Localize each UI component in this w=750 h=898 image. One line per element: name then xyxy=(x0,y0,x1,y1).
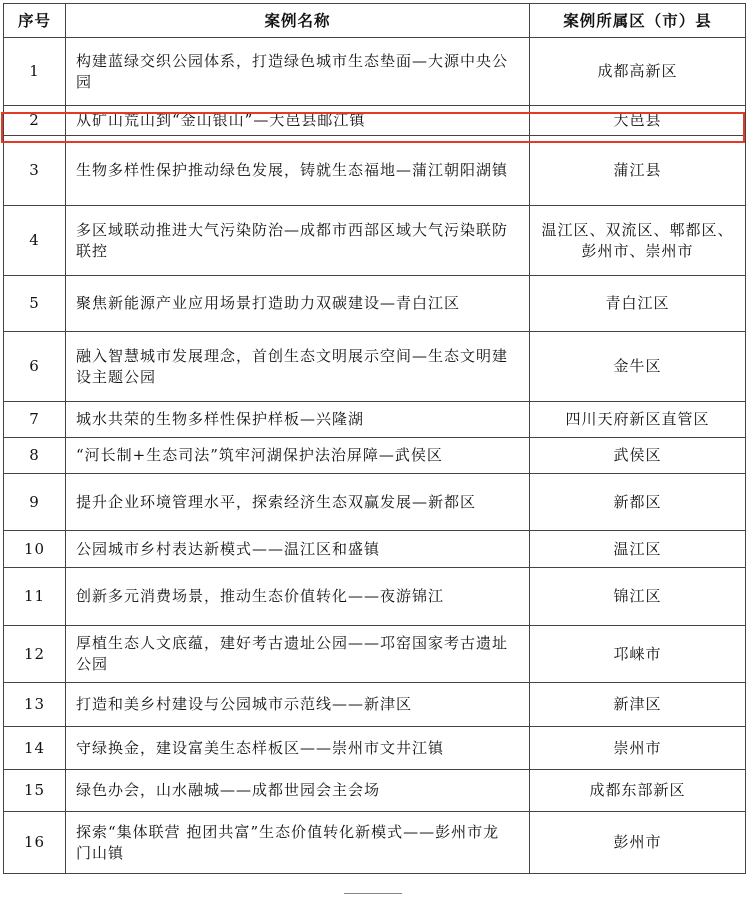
table-row xyxy=(4,626,746,683)
row-name: 绿色办会，山水融城——成都世园会主会场 xyxy=(66,770,530,812)
row-area: 新都区 xyxy=(530,474,746,531)
row-name: 创新多元消费场景，推动生态价值转化——夜游锦江 xyxy=(66,568,530,626)
row-no: 7 xyxy=(4,402,66,438)
table-row xyxy=(4,276,746,332)
row-name: 聚焦新能源产业应用场景打造助力双碳建设—青白江区 xyxy=(66,276,530,332)
row-area: 成都高新区 xyxy=(530,38,746,106)
row-no: 5 xyxy=(4,276,66,332)
table-row xyxy=(4,332,746,402)
row-area: 温江区 xyxy=(530,531,746,568)
row-name: 公园城市乡村表达新模式——温江区和盛镇 xyxy=(66,531,530,568)
row-no: 9 xyxy=(4,474,66,531)
table-row xyxy=(4,568,746,626)
row-no: 8 xyxy=(4,438,66,474)
row-area: 四川天府新区直管区 xyxy=(530,402,746,438)
row-no: 2 xyxy=(4,106,66,136)
table-row xyxy=(4,106,746,136)
table-row xyxy=(4,812,746,874)
row-name: 打造和美乡村建设与公园城市示范线——新津区 xyxy=(66,683,530,727)
row-name: 多区域联动推进大气污染防治—成都市西部区域大气污染联防联控 xyxy=(66,206,530,276)
row-name: 厚植生态人文底蕴，建好考古遗址公园——邛窑国家考古遗址公园 xyxy=(66,626,530,683)
header-name: 案例名称 xyxy=(66,4,530,38)
table-row xyxy=(4,38,746,106)
header-area: 案例所属区（市）县 xyxy=(530,4,746,38)
table-row xyxy=(4,438,746,474)
row-name: 构建蓝绿交织公园体系，打造绿色城市生态垫面—大源中央公园 xyxy=(66,38,530,106)
row-no: 10 xyxy=(4,531,66,568)
row-no: 13 xyxy=(4,683,66,727)
row-no: 3 xyxy=(4,136,66,206)
table-row xyxy=(4,683,746,727)
row-no: 11 xyxy=(4,568,66,626)
row-area: 大邑县 xyxy=(530,106,746,136)
row-no: 16 xyxy=(4,812,66,874)
row-name: 提升企业环境管理水平，探索经济生态双赢发展—新都区 xyxy=(66,474,530,531)
row-area: 崇州市 xyxy=(530,727,746,770)
table-row xyxy=(4,727,746,770)
row-no: 15 xyxy=(4,770,66,812)
row-area: 成都东部新区 xyxy=(530,770,746,812)
row-name: 从矿山荒山到“金山银山”—大邑县邮江镇 xyxy=(66,106,530,136)
row-area: 锦江区 xyxy=(530,568,746,626)
page-footer-mark xyxy=(344,893,402,894)
row-name: 生物多样性保护推动绿色发展，铸就生态福地—蒲江朝阳湖镇 xyxy=(66,136,530,206)
row-area: 新津区 xyxy=(530,683,746,727)
row-area: 温江区、双流区、郫都区、彭州市、崇州市 xyxy=(530,206,746,276)
row-area: 武侯区 xyxy=(530,438,746,474)
row-area: 金牛区 xyxy=(530,332,746,402)
case-table xyxy=(3,3,746,874)
row-area: 邛崃市 xyxy=(530,626,746,683)
header-no: 序号 xyxy=(4,4,66,38)
table-row xyxy=(4,531,746,568)
table-row xyxy=(4,136,746,206)
row-no: 12 xyxy=(4,626,66,683)
row-no: 14 xyxy=(4,727,66,770)
row-name: 融入智慧城市发展理念，首创生态文明展示空间—生态文明建设主题公园 xyxy=(66,332,530,402)
row-name: 守绿换金，建设富美生态样板区——崇州市文井江镇 xyxy=(66,727,530,770)
row-no: 4 xyxy=(4,206,66,276)
row-area: 青白江区 xyxy=(530,276,746,332)
table-row xyxy=(4,402,746,438)
row-area: 蒲江县 xyxy=(530,136,746,206)
row-no: 1 xyxy=(4,38,66,106)
table-header-row xyxy=(4,4,746,38)
row-name: 探索“集体联营 抱团共富”生态价值转化新模式——彭州市龙门山镇 xyxy=(66,812,530,874)
table-row xyxy=(4,770,746,812)
table-row xyxy=(4,474,746,531)
row-name: “河长制+生态司法”筑牢河湖保护法治屏障—武侯区 xyxy=(66,438,530,474)
table-row xyxy=(4,206,746,276)
row-name: 城水共荣的生物多样性保护样板—兴隆湖 xyxy=(66,402,530,438)
row-area: 彭州市 xyxy=(530,812,746,874)
row-no: 6 xyxy=(4,332,66,402)
